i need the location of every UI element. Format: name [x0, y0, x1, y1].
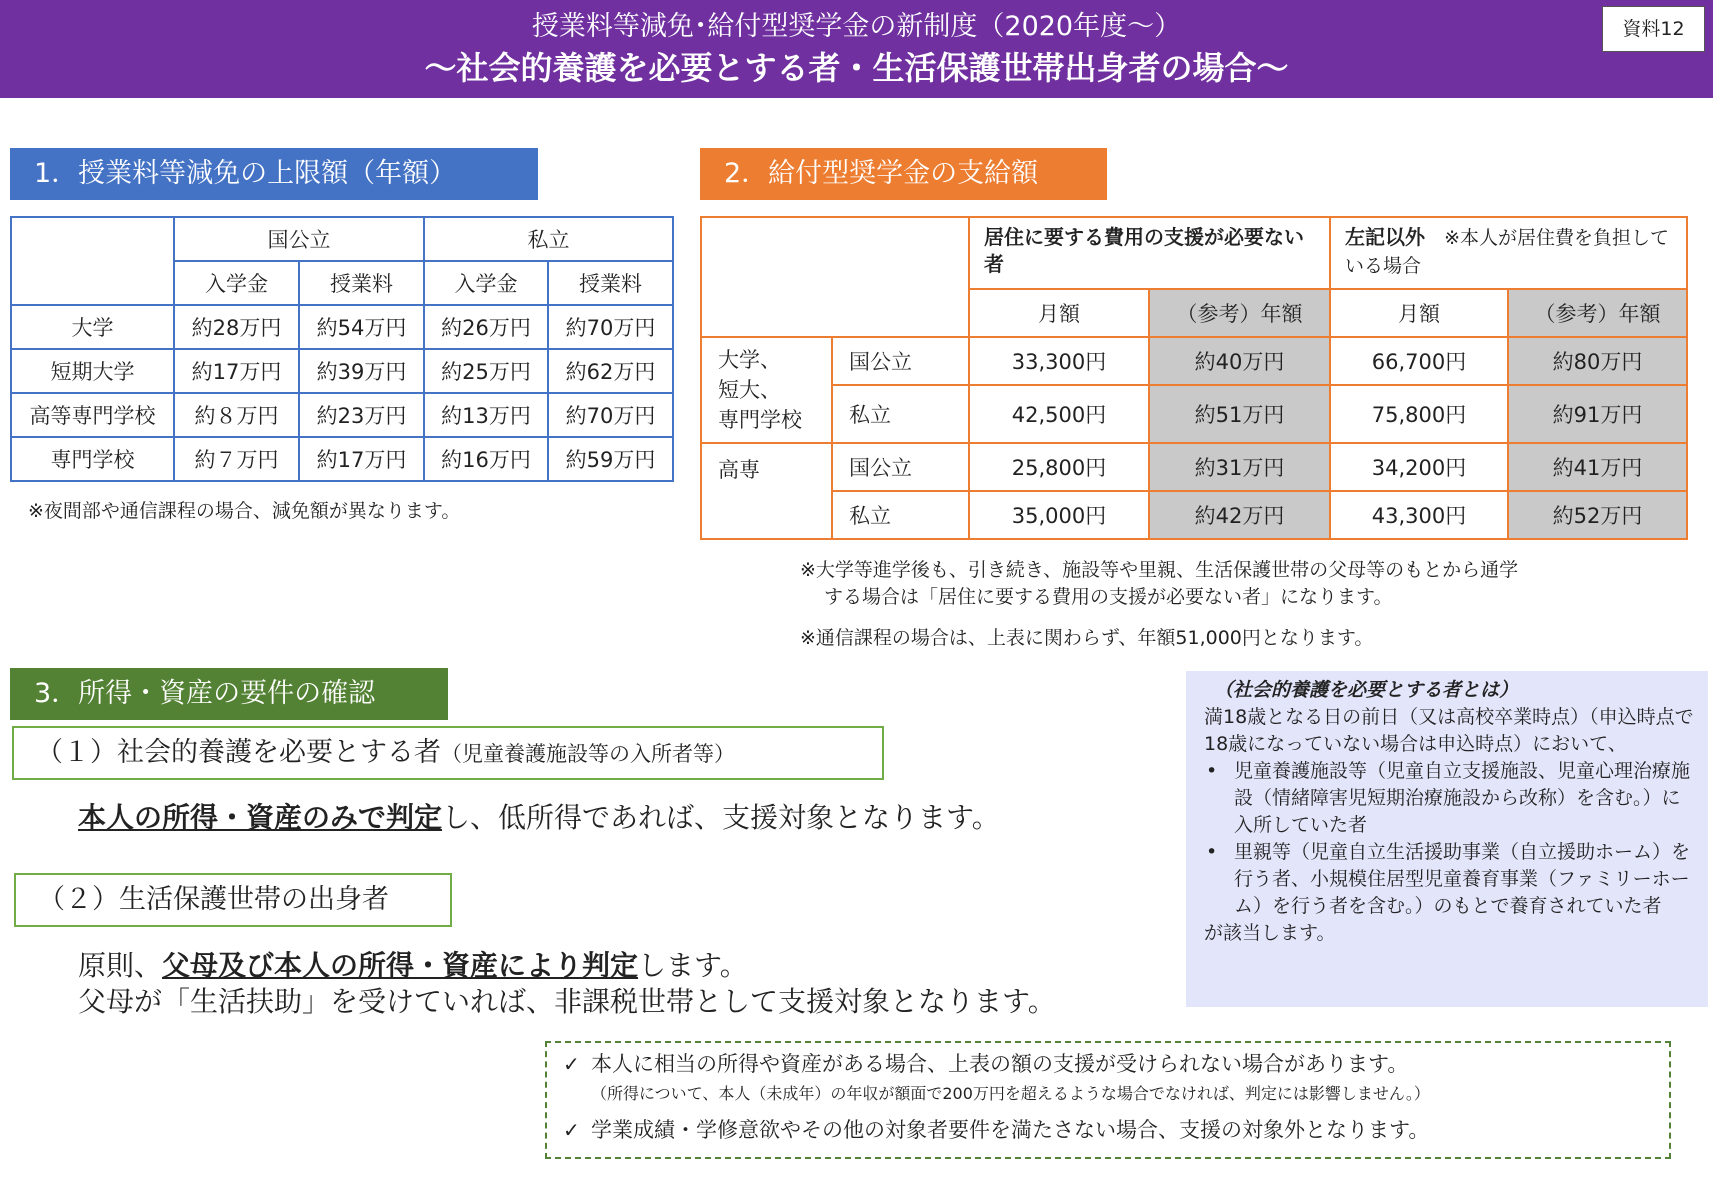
row-type-label: 国公立 [832, 337, 969, 385]
subsection1-title-box [12, 726, 884, 780]
table-row [701, 385, 1687, 443]
column-group-no-housing-support [969, 217, 1330, 289]
group-header-private: 私立 [424, 217, 673, 261]
table-row [701, 491, 1687, 539]
group-header-public: 国公立 [174, 217, 424, 261]
table-cell: 34,200円 [1330, 443, 1508, 491]
column-header: （参考）年額 [1508, 289, 1687, 337]
table-row [11, 393, 673, 437]
row-label: 専門学校 [11, 437, 174, 481]
section2-title: 2．給付型奨学金の支給額 [700, 148, 1107, 200]
section1-note: ※夜間部や通信課程の場合、減免額が異なります。 [28, 500, 461, 522]
tuition-reduction-table [10, 216, 674, 482]
sidebar-intro: 満18歳となる日の前日（又は高校卒業時点）（申込時点で18歳になっていない場合は申込時点）において、 [1204, 706, 1694, 755]
table-cell: 約59万円 [548, 437, 673, 481]
table-cell: 43,300円 [1330, 491, 1508, 539]
checkmark-icon: ✓ [563, 1052, 580, 1076]
table-cell: 約８万円 [174, 393, 299, 437]
sidebar-title: （社会的養護を必要とする者とは） [1214, 679, 1519, 701]
table-cell: 約39万円 [299, 349, 424, 393]
header-title-line1: 授業料等減免･給付型奨学金の新制度（2020年度～） [531, 11, 1182, 42]
sidebar-list [1204, 758, 1698, 920]
definition-sidebar [1186, 671, 1708, 1007]
table-cell: 約26万円 [424, 305, 548, 349]
subsection1-text [78, 800, 1000, 836]
document-number-badge: 資料12 [1602, 6, 1705, 52]
subsection1-title: （１）社会的養護を必要とする者 [36, 737, 441, 768]
table-cell: 約40万円 [1149, 337, 1330, 385]
table-cell: 約７万円 [174, 437, 299, 481]
caveat-text: 本人に相当の所得や資産がある場合、上表の額の支援が受けられない場合があります。 [591, 1052, 1409, 1076]
subsection2-title-box [14, 873, 452, 927]
table-cell: 35,000円 [969, 491, 1149, 539]
caveat-item [563, 1115, 1653, 1145]
row-label: 大学 [11, 305, 174, 349]
column-group-note: ※本人が居住費を負担している場合 [1345, 227, 1669, 277]
table-cell: 約28万円 [174, 305, 299, 349]
row-type-label: 私立 [832, 385, 969, 443]
scholarship-amount-table [700, 216, 1688, 540]
subsection1-text-rest: し、低所得であれば、支援対象となります。 [442, 801, 1000, 834]
table-cell: 25,800円 [969, 443, 1149, 491]
table-cell: 約91万円 [1508, 385, 1687, 443]
caveat-text: 学業成績・学修意欲やその他の対象者要件を満たさない場合、支援の対象外となります。 [591, 1118, 1430, 1142]
subsection1-text-emphasis: 本人の所得・資産のみで判定 [78, 801, 443, 834]
table-cell: 約13万円 [424, 393, 548, 437]
table-row [11, 437, 673, 481]
column-header: 月額 [969, 289, 1149, 337]
section2-note2: ※通信課程の場合は、上表に関わらず、年額51,000円となります。 [800, 627, 1374, 649]
row-type-label: 国公立 [832, 443, 969, 491]
header-title-line2: ～社会的養護を必要とする者・生活保護世帯出身者の場合～ [424, 49, 1289, 87]
column-header: 入学金 [174, 261, 299, 305]
subsection2-line1-emphasis: 父母及び本人の所得・資産により判定 [162, 949, 639, 982]
table-cell: 約25万円 [424, 349, 548, 393]
table-cell: 約23万円 [299, 393, 424, 437]
table-corner-cell [11, 261, 174, 305]
table-corner-cell [701, 217, 969, 289]
row-group-label-technical-college: 高専 [701, 443, 832, 539]
table-cell: 約52万円 [1508, 491, 1687, 539]
table-cell: 約17万円 [299, 437, 424, 481]
table-cell: 約70万円 [548, 305, 673, 349]
row-type-label: 私立 [832, 491, 969, 539]
page-header [0, 0, 1713, 98]
column-group-label: 左記以外 [1345, 225, 1425, 249]
column-group-label: 居住に要する費用の支援が必要ない者 [984, 225, 1304, 276]
section2-note1-line1: ※大学等進学後も、引き続き、施設等や里親、生活保護世帯の父母等のもとから通学 [800, 559, 1519, 581]
table-cell: 約54万円 [299, 305, 424, 349]
caveats-box [545, 1041, 1671, 1159]
column-header: 月額 [1330, 289, 1508, 337]
table-row [701, 337, 1687, 385]
column-header: 授業料 [548, 261, 673, 305]
table-row [701, 443, 1687, 491]
table-cell: 66,700円 [1330, 337, 1508, 385]
table-cell: 約42万円 [1149, 491, 1330, 539]
table-cell: 42,500円 [969, 385, 1149, 443]
section2-note1-line2: する場合は「居住に要する費用の支援が必要ない者」になります。 [824, 586, 1393, 608]
table-cell: 約80万円 [1508, 337, 1687, 385]
column-group-other [1330, 217, 1687, 289]
subsection2-text-line2: 父母が「生活扶助」を受けていれば、非課税世帯として支援対象となります。 [78, 985, 1056, 1018]
subsection2-text-line1 [78, 948, 748, 984]
table-row [11, 305, 673, 349]
table-cell: 約16万円 [424, 437, 548, 481]
caveat-item [563, 1049, 1653, 1079]
section1-title: 1．授業料等減免の上限額（年額） [10, 148, 538, 200]
caveat-subnote: （所得について、本人（未成年）の年収が額面で200万円を超えるような場合でなければ、判定には影響しません。） [591, 1084, 1430, 1103]
table-row [11, 349, 673, 393]
table-cell: 約31万円 [1149, 443, 1330, 491]
table-cell: 約41万円 [1508, 443, 1687, 491]
subsection2-line1-post: します。 [638, 949, 748, 982]
subsection2-line1-pre: 原則、 [78, 949, 163, 982]
column-header: （参考）年額 [1149, 289, 1330, 337]
row-label: 短期大学 [11, 349, 174, 393]
section3-title: 3．所得・資産の要件の確認 [10, 668, 448, 720]
table-cell: 33,300円 [969, 337, 1149, 385]
column-header: 入学金 [424, 261, 548, 305]
checkmark-icon: ✓ [563, 1118, 580, 1142]
sidebar-outro: が該当します。 [1204, 922, 1336, 944]
table-corner-cell [11, 217, 174, 261]
table-cell: 約17万円 [174, 349, 299, 393]
subsection2-title: （２）生活保護世帯の出身者 [38, 884, 389, 915]
sidebar-bullet: • 里親等（児童自立生活援助事業（自立援助ホーム）を行う者、小規模住居型児童養育事業（ファミリーホーム）を行う者を含む。）のもとで養育されていた者 [1204, 839, 1698, 920]
row-label: 高等専門学校 [11, 393, 174, 437]
table-cell: 75,800円 [1330, 385, 1508, 443]
row-group-label-university: 大学、 短大、 専門学校 [701, 337, 832, 443]
subsection1-note: （児童養護施設等の入所者等） [441, 742, 735, 766]
sidebar-bullet: • 児童養護施設等（児童自立支援施設、児童心理治療施設（情緒障害児短期治療施設から改称）を含む。）に入所していた者 [1204, 758, 1698, 839]
table-cell: 約70万円 [548, 393, 673, 437]
table-cell: 約51万円 [1149, 385, 1330, 443]
table-corner-cell [701, 289, 969, 337]
column-header: 授業料 [299, 261, 424, 305]
table-cell: 約62万円 [548, 349, 673, 393]
